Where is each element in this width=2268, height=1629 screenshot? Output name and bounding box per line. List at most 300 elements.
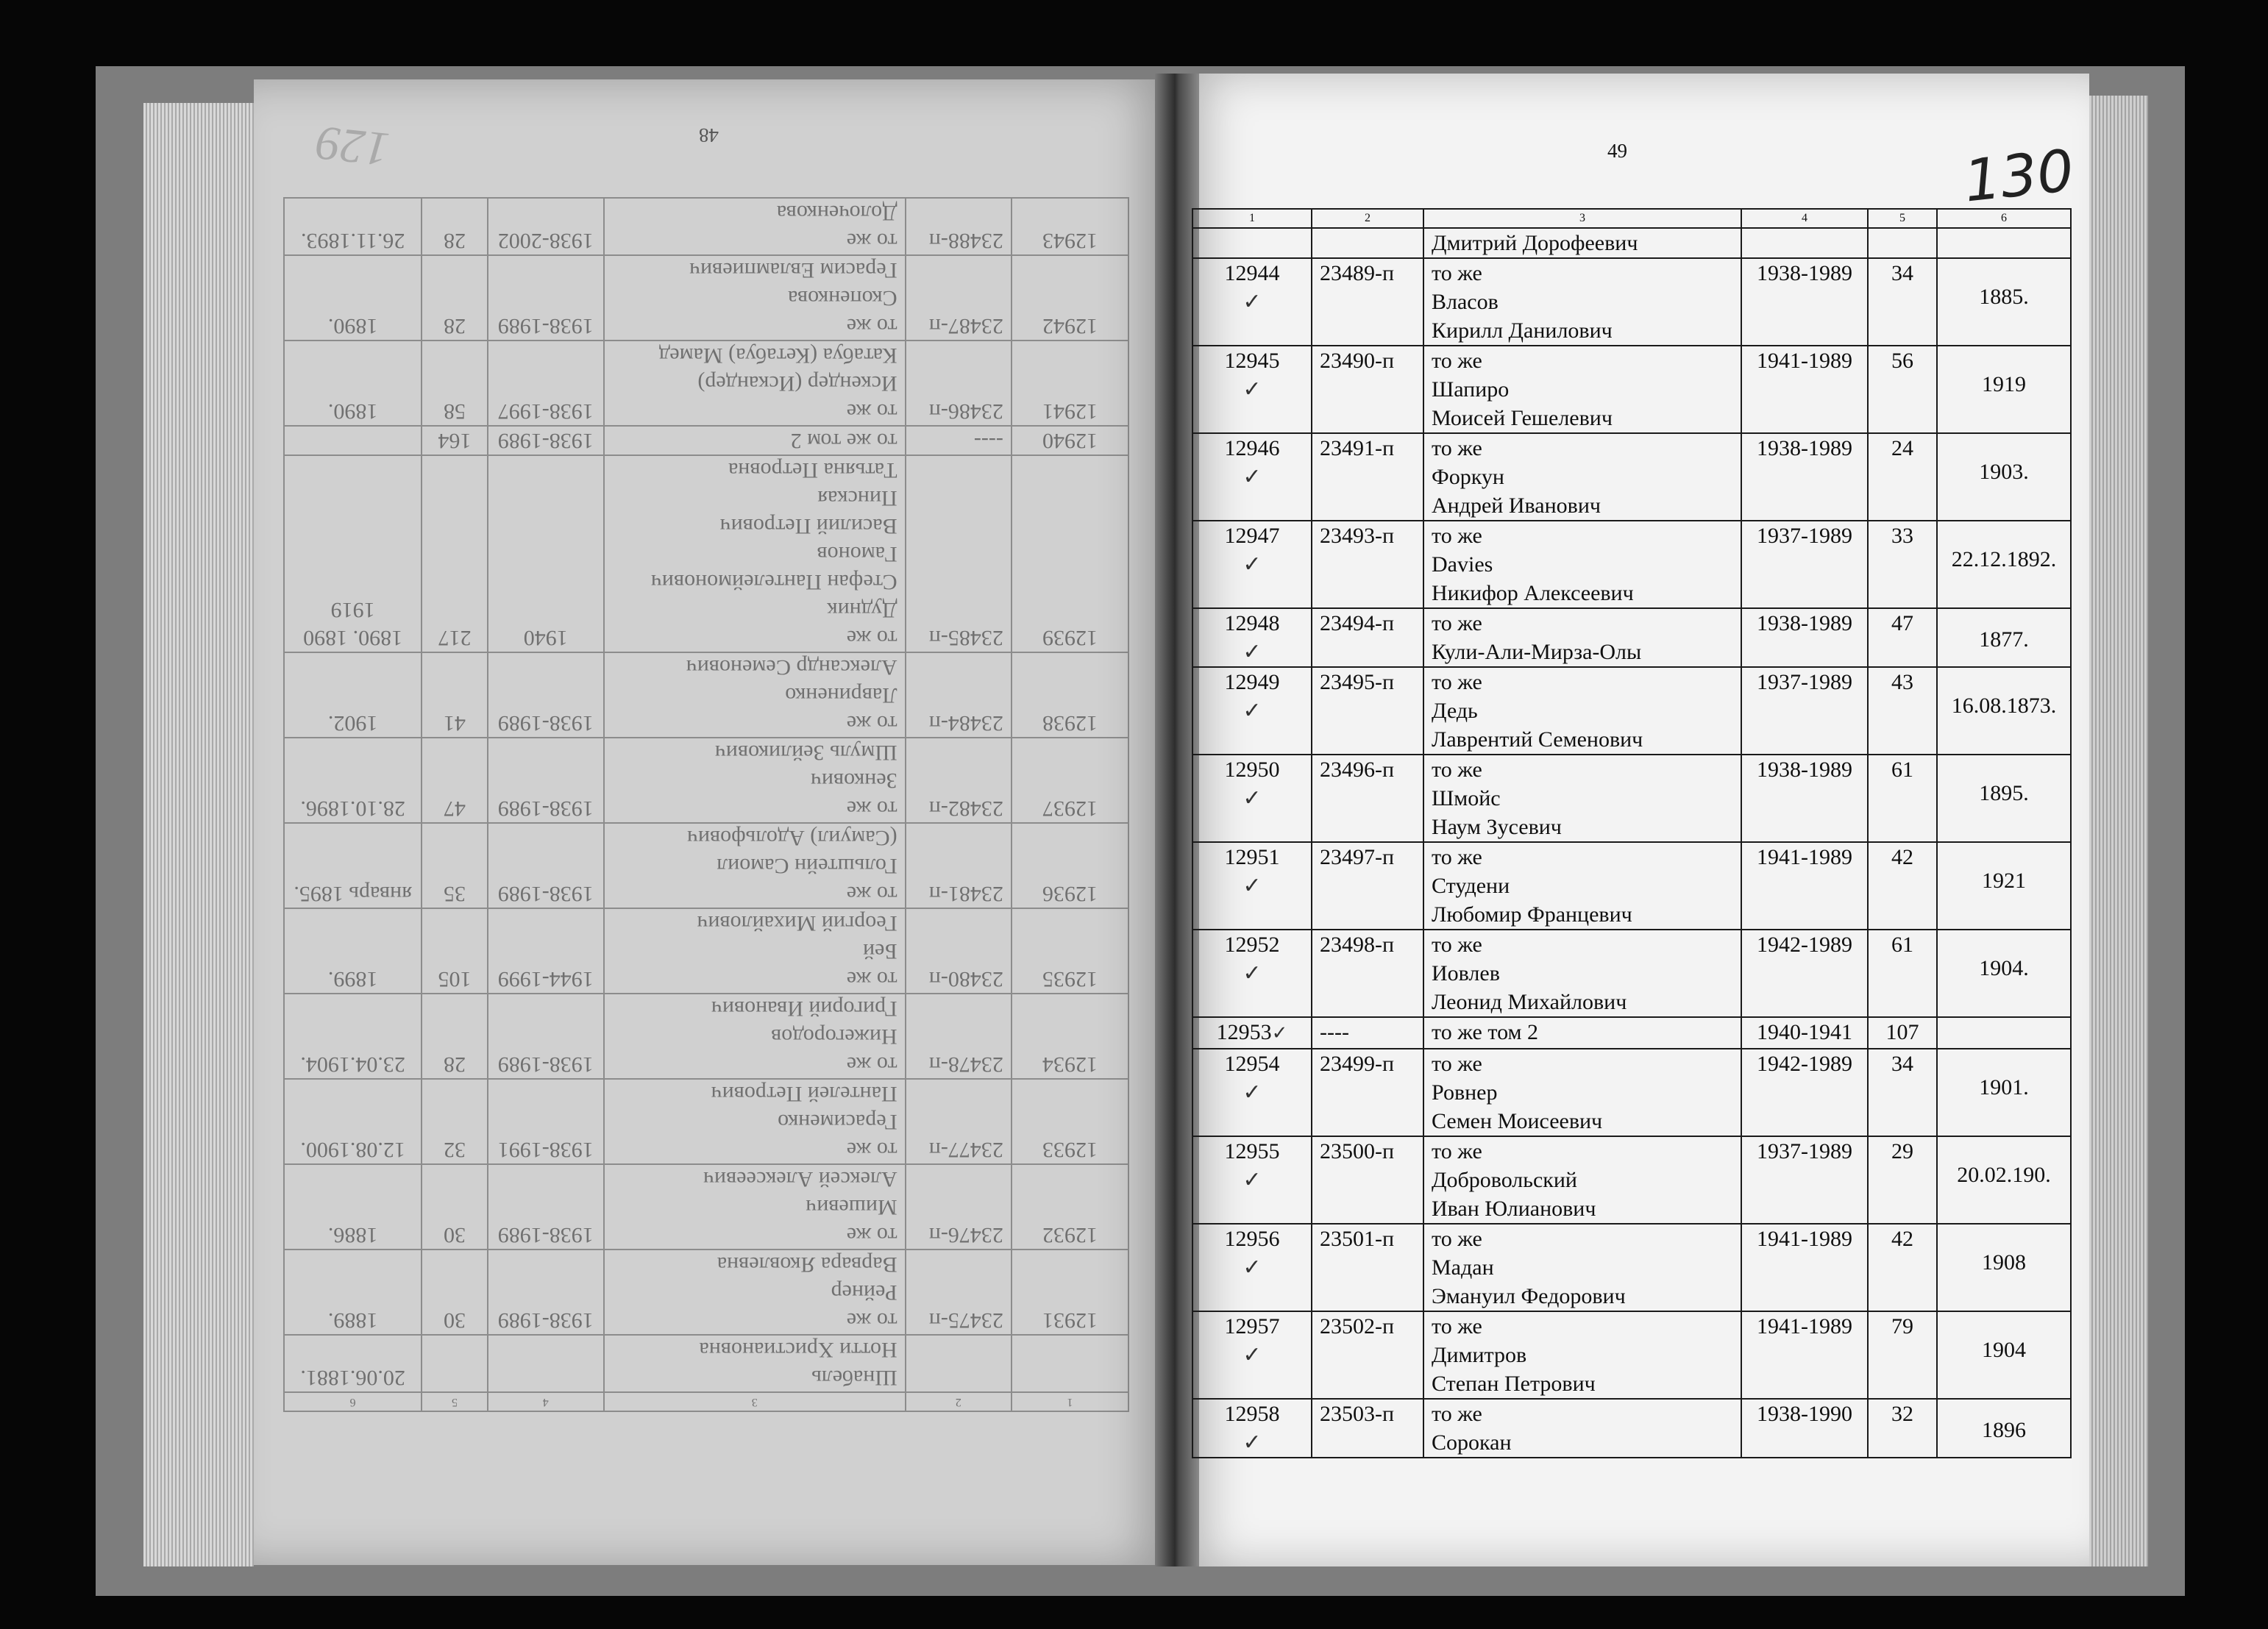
- birth-cell: [1937, 433, 2071, 521]
- record-number: 12940: [1012, 426, 1128, 455]
- birth-cell: [1937, 1311, 2071, 1399]
- record-number: 12954: [1224, 1052, 1280, 1076]
- person-cell: [1423, 608, 1741, 667]
- record-number-cell: [1192, 346, 1312, 433]
- person-line: Любомир Францевич: [1432, 902, 1632, 927]
- sheet-count: 43: [1868, 667, 1937, 755]
- sheet-count: 28: [422, 255, 487, 341]
- person-line: то же: [846, 882, 897, 906]
- birth-cell: [1937, 346, 2071, 433]
- table-row: [1192, 755, 2071, 842]
- years: 1941-1989: [1741, 842, 1868, 930]
- person-line: Дудник: [827, 598, 897, 622]
- table-row: [1192, 1136, 2071, 1224]
- person-cell: [1423, 433, 1741, 521]
- file-number: 23496-п: [1312, 755, 1423, 842]
- sheet-count: 42: [1868, 842, 1937, 930]
- birth-date: 1899.: [284, 908, 422, 994]
- person-cell: [604, 652, 906, 738]
- column-number: 6: [1937, 209, 2071, 228]
- file-number: 23480-п: [906, 908, 1012, 994]
- years: 1938-1989: [488, 823, 604, 908]
- person-cell: [1423, 842, 1741, 930]
- person-line: Лаврентий Семенович: [1432, 727, 1643, 752]
- file-number: 23502-п: [1312, 1311, 1423, 1399]
- person-line: Эмануил Федорович: [1432, 1284, 1626, 1308]
- person-line: то же: [846, 711, 897, 735]
- checkmark-icon: ✓: [1243, 1080, 1262, 1105]
- person-cell: [1423, 1224, 1741, 1311]
- person-line: Иван Юлианович: [1432, 1197, 1596, 1221]
- years: 1937-1989: [1741, 521, 1868, 608]
- sheet-count: 105: [422, 908, 487, 994]
- table-row: [284, 198, 1128, 255]
- person-line: Кули-Али-Мирза-Олы: [1432, 640, 1642, 664]
- person-line: Григорий Иванович: [711, 997, 897, 1021]
- file-number: 23500-п: [1312, 1136, 1423, 1224]
- birth-cell: [1937, 258, 2071, 346]
- column-number: 2: [906, 1392, 1012, 1411]
- person-cell: [604, 1250, 906, 1335]
- sheet-count: 28: [422, 198, 487, 255]
- table-row: [284, 738, 1128, 823]
- years: 1938-1997: [488, 341, 604, 426]
- file-number: 23498-п: [1312, 930, 1423, 1017]
- record-number-cell: [1192, 1311, 1312, 1399]
- person-cell: [1423, 1049, 1741, 1136]
- person-line: то же: [1432, 933, 1482, 957]
- table-row: [1192, 667, 2071, 755]
- person-cell: [1423, 930, 1741, 1017]
- birth-date: 16.08.1873.: [1951, 694, 2057, 718]
- person-cell: [604, 426, 906, 455]
- person-cell: [604, 823, 906, 908]
- years: 1944-1999: [488, 908, 604, 994]
- record-number-cell: [1192, 1399, 1312, 1458]
- birth-date: 1885.: [1979, 285, 2029, 309]
- birth-cell: [1937, 842, 2071, 930]
- person-line: Татьяна Петровна: [728, 458, 897, 482]
- table-row: [1192, 521, 2071, 608]
- years: [488, 1335, 604, 1392]
- file-number: 23482-п: [906, 738, 1012, 823]
- years: 1938-1989: [488, 652, 604, 738]
- years: 1938-1989: [488, 255, 604, 341]
- person-line: Моисей Гешелевич: [1432, 406, 1613, 430]
- record-number-cell: [1192, 1017, 1312, 1049]
- record-number: 12935: [1012, 908, 1128, 994]
- birth-date: 1921: [1982, 869, 2026, 893]
- record-number: 12958: [1224, 1402, 1280, 1426]
- person-line: Добровольский: [1432, 1168, 1577, 1192]
- person-line: Ровнер: [1432, 1080, 1498, 1105]
- column-number: 2: [1312, 209, 1423, 228]
- record-number: 12946: [1224, 436, 1280, 460]
- birth-date: 1904.: [1979, 956, 2029, 980]
- page-edges-right: [2082, 96, 2148, 1566]
- person-line: то же: [846, 1138, 897, 1162]
- table-row: [1192, 930, 2071, 1017]
- person-cell: [604, 994, 906, 1079]
- sheet-count: 34: [1868, 258, 1937, 346]
- column-number: 1: [1012, 1392, 1128, 1411]
- person-line: то же: [1432, 349, 1482, 373]
- file-number: 23488-п: [906, 198, 1012, 255]
- person-line: Дедь: [1432, 699, 1478, 723]
- record-number-cell: [1192, 521, 1312, 608]
- column-number-row: [1192, 209, 2071, 228]
- file-number: 23487-п: [906, 255, 1012, 341]
- person-line: Студени: [1432, 874, 1510, 898]
- record-number: 12933: [1012, 1079, 1128, 1164]
- person-line: то же: [1432, 1139, 1482, 1163]
- years: 1938-1989: [1741, 258, 1868, 346]
- person-line: Нотти Христиановна: [699, 1338, 897, 1362]
- birth-date: 20.02.190.: [1957, 1163, 2051, 1187]
- person-line: Иовлев: [1432, 961, 1500, 985]
- table-row: [284, 652, 1128, 738]
- sheet-count: 164: [422, 426, 487, 455]
- person-line: Форкун: [1432, 465, 1504, 489]
- table-row: [284, 426, 1128, 455]
- person-line: Никифор Алексеевич: [1432, 581, 1634, 605]
- person-line: Василий Петрович: [719, 514, 897, 538]
- table-row: [1192, 1224, 2071, 1311]
- column-number: 4: [1741, 209, 1868, 228]
- person-line: то же: [1432, 845, 1482, 869]
- person-line: Сорокан: [1432, 1430, 1512, 1455]
- person-line: Мишевич: [806, 1195, 897, 1219]
- years: 1938-1989: [1741, 608, 1868, 667]
- birth-date: 1901.: [1979, 1075, 2029, 1099]
- sheet-count: 32: [1868, 1399, 1937, 1458]
- person-line: Георгий Михайлович: [697, 911, 897, 935]
- sheet-count: 58: [422, 341, 487, 426]
- table-row: [1192, 346, 2071, 433]
- person-line: то же: [846, 399, 897, 424]
- record-number-cell: [1192, 1136, 1312, 1224]
- person-line: Пинская: [817, 486, 897, 510]
- file-number: 23477-п: [906, 1079, 1012, 1164]
- register-table: [1192, 208, 2072, 1458]
- sheet-count: 24: [1868, 433, 1937, 521]
- register-rows: [1192, 258, 2071, 1458]
- file-number: 23499-п: [1312, 1049, 1423, 1136]
- person-line: то же: [846, 626, 897, 650]
- person-cell: [1423, 521, 1741, 608]
- table-row: [1192, 1399, 2071, 1458]
- years: 1941-1989: [1741, 346, 1868, 433]
- person-line: то же: [1432, 1227, 1482, 1251]
- person-line: Шнабель: [811, 1366, 897, 1390]
- table-row: [284, 994, 1128, 1079]
- sheet-count: 35: [422, 823, 487, 908]
- person-line: Стефан Пантелеймонович: [650, 570, 897, 594]
- checkmark-icon: ✓: [1243, 960, 1262, 986]
- checkmark-icon: ✓: [1243, 1342, 1262, 1368]
- checkmark-icon: ✓: [1243, 377, 1262, 402]
- person-line: Davies: [1432, 552, 1493, 577]
- years: 1937-1989: [1741, 1136, 1868, 1224]
- record-number: 12931: [1012, 1250, 1128, 1335]
- birth-date: 1895.: [1979, 781, 2029, 805]
- table-row: [1192, 258, 2071, 346]
- record-number: [1012, 1335, 1128, 1392]
- checkmark-icon: ✓: [1243, 698, 1262, 724]
- record-number-cell: [1192, 1224, 1312, 1311]
- person-line: Нижегородов: [771, 1024, 897, 1049]
- person-cell: [1423, 1136, 1741, 1224]
- table-row: [284, 1164, 1128, 1250]
- continued-row: [1192, 228, 2071, 258]
- record-number: 12937: [1012, 738, 1128, 823]
- years: 1938-1989: [1741, 433, 1868, 521]
- record-number: 12949: [1224, 670, 1280, 694]
- person-line: Леонид Михайлович: [1432, 990, 1627, 1014]
- file-number: 23478-п: [906, 994, 1012, 1079]
- table-row: [284, 341, 1128, 426]
- file-number: 23501-п: [1312, 1224, 1423, 1311]
- person-line: то же том 2: [1432, 1020, 1538, 1044]
- record-number: 12939: [1012, 455, 1128, 652]
- sheet-count: 28: [422, 994, 487, 1079]
- column-number: 3: [1423, 209, 1741, 228]
- person-line: то же: [1432, 670, 1482, 694]
- sheet-count: 30: [422, 1250, 487, 1335]
- birth-date: 1890. 1890 1919: [284, 455, 422, 652]
- person-line: Гольштейн Самоил: [717, 854, 897, 878]
- birth-date: 1890.: [284, 255, 422, 341]
- birth-cell: [1937, 608, 2071, 667]
- table-row: [284, 1250, 1128, 1335]
- person-line: то же: [1432, 758, 1482, 782]
- birth-date: 1908: [1982, 1250, 2026, 1275]
- sheet-count: 41: [422, 652, 487, 738]
- birth-date: 1903.: [1979, 460, 2029, 484]
- person-cell: [604, 908, 906, 994]
- folio-number: 130: [1960, 138, 2077, 215]
- person-cell: [1423, 258, 1741, 346]
- person-line: Бей: [863, 939, 897, 963]
- table-row: [1192, 1049, 2071, 1136]
- record-number: 12944: [1224, 261, 1280, 285]
- file-number: 23490-п: [1312, 346, 1423, 433]
- table-row: [1192, 608, 2071, 667]
- checkmark-icon: ✓: [1243, 552, 1262, 577]
- person-line: Шапиро: [1432, 377, 1510, 402]
- sheet-count: 29: [1868, 1136, 1937, 1224]
- record-number: 12938: [1012, 652, 1128, 738]
- person-cell: [604, 1079, 906, 1164]
- years: 1938-1990: [1741, 1399, 1868, 1458]
- checkmark-icon: ✓: [1243, 785, 1262, 811]
- person-line: Искендер (Искандер): [697, 371, 897, 396]
- years: 1938-1989: [488, 738, 604, 823]
- record-number: 12951: [1224, 845, 1280, 869]
- sheet-count: 61: [1868, 930, 1937, 1017]
- record-number-cell: [1192, 608, 1312, 667]
- person-cell: [1423, 1399, 1741, 1458]
- record-number: 12950: [1224, 758, 1280, 782]
- column-number: 6: [284, 1392, 422, 1411]
- years: 1938-1989: [488, 1164, 604, 1250]
- person-cell: [604, 455, 906, 652]
- years: 1938-1989: [1741, 755, 1868, 842]
- person-line: Степан Петрович: [1432, 1372, 1596, 1396]
- person-line: то же: [1432, 261, 1482, 285]
- person-cell: [604, 255, 906, 341]
- file-number: 23476-п: [906, 1164, 1012, 1250]
- file-number: 23481-п: [906, 823, 1012, 908]
- left-page-number: 48: [699, 124, 719, 146]
- person-line: Димитров: [1432, 1343, 1527, 1367]
- sheet-count: 47: [1868, 608, 1937, 667]
- person-line: то же: [1432, 611, 1482, 635]
- birth-cell: [1937, 1224, 2071, 1311]
- person-line: Наум Зусевич: [1432, 815, 1562, 839]
- column-number: 1: [1192, 209, 1312, 228]
- table-row: [1192, 1017, 2071, 1049]
- checkmark-icon: ✓: [1243, 1255, 1262, 1280]
- person-line: то же: [1432, 436, 1482, 460]
- right-page-number: 49: [1607, 140, 1627, 162]
- left-register-table: [283, 197, 1129, 1412]
- sheet-count: 79: [1868, 1311, 1937, 1399]
- record-number-cell: [1192, 930, 1312, 1017]
- record-number-cell: [1192, 842, 1312, 930]
- file-number: 23475-п: [906, 1250, 1012, 1335]
- person-line: Александр Семенович: [686, 655, 897, 680]
- person-line: Долоченкова: [776, 201, 897, 225]
- table-row: [284, 455, 1128, 652]
- person-cell: [1423, 1311, 1741, 1399]
- person-cell: [1423, 755, 1741, 842]
- person-line: Кирилл Данилович: [1432, 318, 1613, 343]
- continued-name: Дмитрий Дорофеевич: [1423, 228, 1741, 258]
- years: 1938-1989: [488, 994, 604, 1079]
- birth-date: 1889.: [284, 1250, 422, 1335]
- file-number: 23491-п: [1312, 433, 1423, 521]
- sheet-count: 33: [1868, 521, 1937, 608]
- person-cell: [1423, 346, 1741, 433]
- record-number-cell: [1192, 258, 1312, 346]
- checkmark-icon: ✓: [1243, 873, 1262, 899]
- years: 1938-1989: [488, 1250, 604, 1335]
- sheet-count: 56: [1868, 346, 1937, 433]
- person-line: Гамонов: [817, 542, 897, 566]
- birth-date: 1919: [1982, 372, 2026, 396]
- record-number-cell: [1192, 755, 1312, 842]
- person-line: то же том 2: [790, 429, 897, 453]
- person-line: Пантелей Петрович: [711, 1082, 897, 1106]
- checkmark-icon: ✓: [1243, 1167, 1262, 1193]
- person-cell: [604, 1164, 906, 1250]
- sheet-count: 42: [1868, 1224, 1937, 1311]
- person-line: Скопенкова: [788, 286, 897, 310]
- sheet-count: 30: [422, 1164, 487, 1250]
- table-row: [284, 1335, 1128, 1392]
- file-number: ----: [906, 426, 1012, 455]
- file-number: 23484-п: [906, 652, 1012, 738]
- birth-date: 1896: [1982, 1418, 2026, 1442]
- person-cell: [604, 341, 906, 426]
- checkmark-icon: ✓: [1271, 1022, 1288, 1044]
- file-number: 23503-п: [1312, 1399, 1423, 1458]
- table-row: [1192, 433, 2071, 521]
- record-number: 12948: [1224, 611, 1280, 635]
- sheet-count: 32: [422, 1079, 487, 1164]
- birth-date: 1877.: [1979, 627, 2029, 652]
- person-line: Варвара Яковлевна: [717, 1252, 897, 1277]
- checkmark-icon: ✓: [1243, 1430, 1262, 1455]
- years: 1941-1989: [1741, 1311, 1868, 1399]
- years: 1940: [488, 455, 604, 652]
- person-line: Катабуа (Кетабуа) Мамед: [658, 343, 897, 368]
- record-number: 12956: [1224, 1227, 1280, 1251]
- record-number: 12945: [1224, 349, 1280, 373]
- person-line: то же: [846, 314, 897, 338]
- file-number: 23495-п: [1312, 667, 1423, 755]
- birth-cell: [1937, 1017, 2071, 1049]
- record-number-cell: [1192, 433, 1312, 521]
- birth-date: 12.08.1900.: [284, 1079, 422, 1164]
- sheet-count: 107: [1868, 1017, 1937, 1049]
- birth-date: 1886.: [284, 1164, 422, 1250]
- column-number-row: [284, 1392, 1128, 1411]
- person-line: Герасименко: [778, 1110, 897, 1134]
- person-line: то же: [1432, 1052, 1482, 1076]
- person-cell: [1423, 667, 1741, 755]
- person-line: Семен Моисеевич: [1432, 1109, 1603, 1133]
- checkmark-icon: ✓: [1243, 464, 1262, 490]
- record-number: 12957: [1224, 1314, 1280, 1339]
- birth-date: 22.12.1892.: [1951, 547, 2057, 571]
- column-number: 5: [1868, 209, 1937, 228]
- table-row: [1192, 1311, 2071, 1399]
- years: 1938-1991: [488, 1079, 604, 1164]
- record-number: 12934: [1012, 994, 1128, 1079]
- birth-date: 26.11.1893.: [284, 198, 422, 255]
- person-line: то же: [1432, 524, 1482, 548]
- table-row: [284, 255, 1128, 341]
- table-row: [284, 908, 1128, 994]
- person-line: Алексей Алексеевич: [703, 1167, 897, 1191]
- person-line: то же: [1432, 1402, 1482, 1426]
- birth-date: 23.04.1904.: [284, 994, 422, 1079]
- sheet-count: 47: [422, 738, 487, 823]
- record-number: 12947: [1224, 524, 1280, 548]
- birth-date: 1902.: [284, 652, 422, 738]
- sheet-count: 217: [422, 455, 487, 652]
- file-number: ----: [1312, 1017, 1423, 1049]
- person-line: то же: [846, 229, 897, 253]
- birth-cell: [1937, 1136, 2071, 1224]
- birth-date: 1890.: [284, 341, 422, 426]
- person-line: то же: [846, 796, 897, 821]
- person-cell: [604, 198, 906, 255]
- left-mirrored-table-wrap: [283, 197, 1129, 1412]
- person-line: Мадан: [1432, 1255, 1494, 1280]
- person-line: Андрей Иванович: [1432, 493, 1601, 518]
- checkmark-icon: ✓: [1243, 289, 1262, 315]
- person-cell: [604, 1335, 906, 1392]
- file-number: 23485-п: [906, 455, 1012, 652]
- birth-cell: [1937, 930, 2071, 1017]
- file-number: 23494-п: [1312, 608, 1423, 667]
- record-number: 12953: [1216, 1020, 1272, 1044]
- column-number: 4: [488, 1392, 604, 1411]
- person-line: Лавриненко: [785, 683, 897, 707]
